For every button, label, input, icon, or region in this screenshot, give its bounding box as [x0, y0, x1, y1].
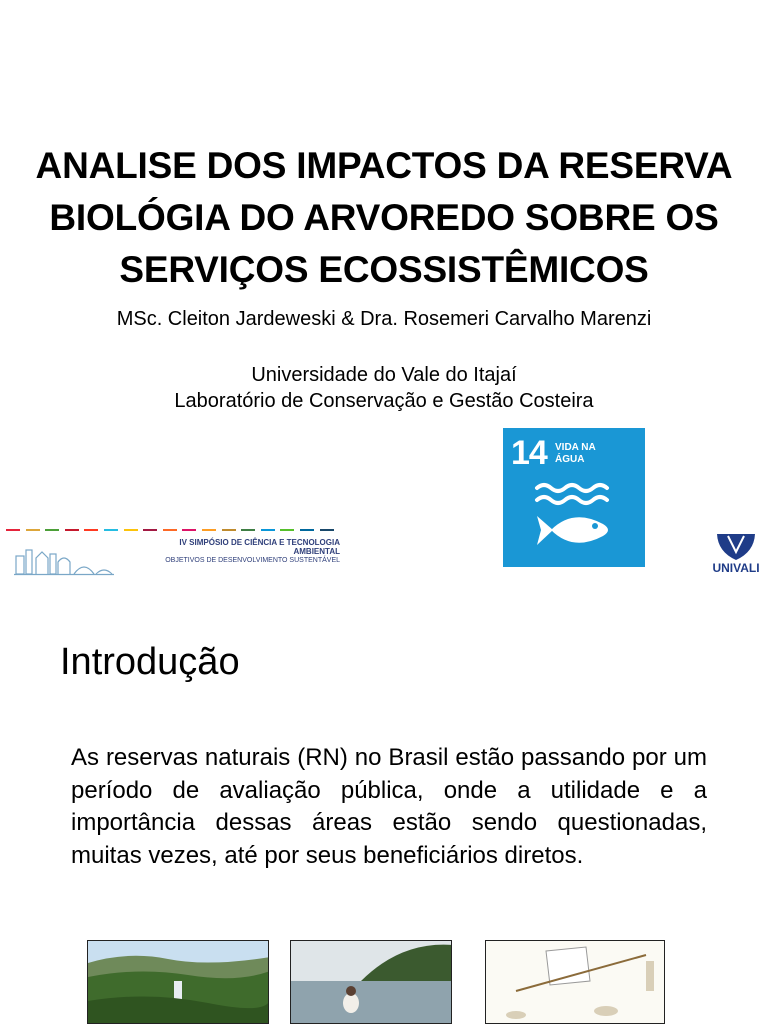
- section-heading: Introdução: [60, 641, 240, 683]
- island-diver-photo: [290, 940, 452, 1024]
- intro-paragraph: As reservas naturais (RN) no Brasil estão passando por um período de avaliação pública, onde a utilidade e a importância dessas áreas estão sendo questionadas, muitas vezes, até por seus beneficiários diretos.: [71, 744, 707, 869]
- sdg-dash: [280, 529, 294, 531]
- symposium-line-2: OBJETIVOS DE DESENVOLVIMENTO SUSTENTÁVEL: [165, 557, 340, 564]
- sdg-label-line-1: VIDA NA: [555, 442, 596, 453]
- title-line-3: SERVIÇOS ECOSSISTÊMICOS: [119, 249, 649, 290]
- sdg-dash: [104, 529, 118, 531]
- sdg-dash: [300, 529, 314, 531]
- symposium-line-1: IV SIMPÓSIO DE CIÊNCIA E TECNOLOGIA AMBIENTAL: [179, 538, 340, 556]
- sdg-dash: [241, 529, 255, 531]
- fish-waves-icon: [503, 428, 645, 567]
- symposium-title: [140, 538, 340, 565]
- cartoon-illustration: [485, 940, 665, 1024]
- city-skyline-icon: [14, 542, 114, 576]
- affiliation: [0, 362, 768, 414]
- sdg-dash: [163, 529, 177, 531]
- sdg-number: 14: [511, 434, 547, 472]
- sdg-dash: [182, 529, 196, 531]
- sdg-dash: [222, 529, 236, 531]
- waterfall-photo: [87, 940, 269, 1024]
- title-line-1: ANALISE DOS IMPACTOS DA RESERVA: [35, 145, 733, 186]
- sdg-label-line-2: ÁGUA: [555, 454, 585, 465]
- university-name: Universidade do Vale do Itajaí: [251, 364, 517, 386]
- sdg-dash: [65, 529, 79, 531]
- sdg-dash: [261, 529, 275, 531]
- sdg-14-logo: [503, 428, 645, 567]
- slide-title: [0, 140, 768, 296]
- title-line-2: BIOLÓGIA DO ARVOREDO SOBRE OS: [49, 197, 719, 238]
- sdg-color-dash-line: [6, 529, 340, 532]
- sdg-dash: [84, 529, 98, 531]
- sdg-dash: [202, 529, 216, 531]
- sdg-dash: [26, 529, 40, 531]
- sdg-dash: [6, 529, 20, 531]
- sdg-dash: [45, 529, 59, 531]
- authors: MSc. Cleiton Jardeweski & Dra. Rosemeri Carvalho Marenzi: [116, 308, 652, 330]
- univali-wordmark: UNIVALI: [712, 561, 760, 575]
- sdg-dash: [143, 529, 157, 531]
- sdg-dash: [124, 529, 138, 531]
- sdg-dash: [320, 529, 334, 531]
- lab-name: Laboratório de Conservação e Gestão Costeira: [174, 390, 594, 412]
